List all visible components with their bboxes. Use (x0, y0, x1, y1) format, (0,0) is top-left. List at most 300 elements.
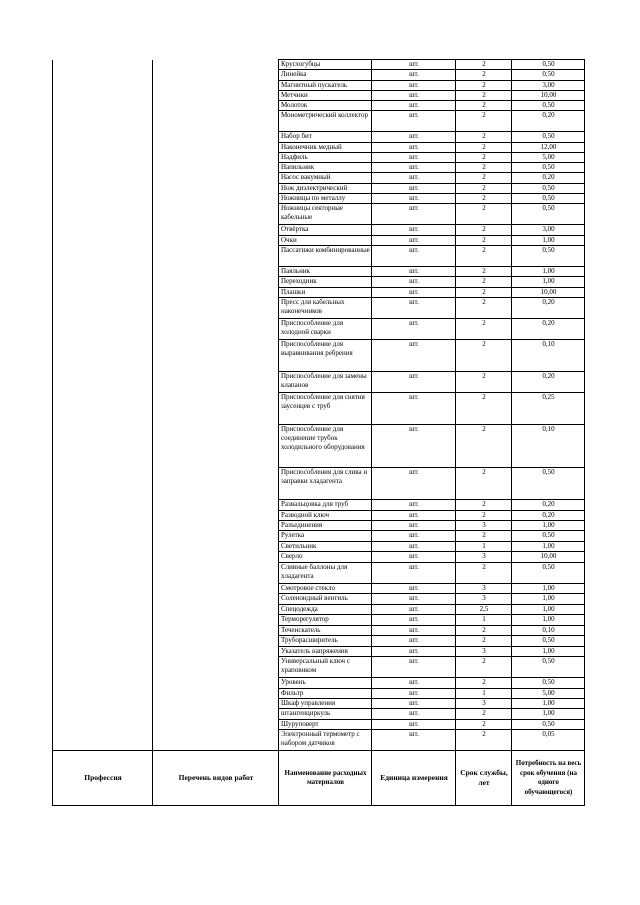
service-life-cell: 2 (456, 531, 512, 542)
service-life-cell: 2 (456, 91, 512, 101)
table-row (53, 647, 585, 657)
profession-cell (53, 636, 153, 647)
service-life-cell: 2 (456, 468, 512, 500)
unit-cell: шт. (372, 60, 456, 70)
work-types-cell (153, 267, 279, 277)
material-name-cell: Нож диэлектрический (279, 184, 372, 194)
table-row (53, 277, 585, 288)
material-name-cell: Разводной ключ (279, 511, 372, 521)
profession-cell (53, 372, 153, 393)
service-life-cell: 2 (456, 267, 512, 277)
need-cell: 0,50 (512, 563, 585, 584)
header-service-life: Срок службы, лет (456, 751, 512, 806)
header-work-types: Перечень видов работ (153, 751, 279, 806)
profession-cell (53, 678, 153, 689)
unit-cell: шт. (372, 709, 456, 720)
service-life-cell: 2 (456, 636, 512, 647)
profession-cell (53, 101, 153, 111)
unit-cell: шт. (372, 194, 456, 204)
material-name-cell: Труборасширитель (279, 636, 372, 647)
work-types-cell (153, 111, 279, 132)
service-life-cell: 2 (456, 173, 512, 184)
table-row (53, 184, 585, 194)
profession-cell (53, 647, 153, 657)
work-types-cell (153, 552, 279, 563)
unit-cell: шт. (372, 511, 456, 521)
work-types-cell (153, 319, 279, 340)
material-name-cell: Паяльник (279, 267, 372, 277)
service-life-cell: 2 (456, 246, 512, 267)
work-types-cell (153, 184, 279, 194)
table-row (53, 153, 585, 163)
need-cell: 0,20 (512, 500, 585, 511)
table-row (53, 319, 585, 340)
material-name-cell: Молоток (279, 101, 372, 111)
service-life-cell: 2 (456, 153, 512, 163)
material-name-cell: Универсальный ключ с храповиком (279, 657, 372, 678)
unit-cell: шт. (372, 689, 456, 699)
work-types-cell (153, 277, 279, 288)
unit-cell: шт. (372, 531, 456, 542)
work-types-cell (153, 132, 279, 143)
need-cell: 0,10 (512, 626, 585, 636)
service-life-cell: 2 (456, 60, 512, 70)
need-cell: 10,00 (512, 91, 585, 101)
need-cell: 0,25 (512, 393, 585, 425)
table-row (53, 626, 585, 636)
material-name-cell: Разъединения (279, 521, 372, 531)
need-cell: 3,00 (512, 225, 585, 236)
material-name-cell: Фильтр (279, 689, 372, 699)
table-row (53, 246, 585, 267)
table-row (53, 636, 585, 647)
work-types-cell (153, 468, 279, 500)
table-row (53, 288, 585, 298)
service-life-cell: 3 (456, 584, 512, 594)
profession-cell (53, 615, 153, 626)
table-row (53, 132, 585, 143)
table-row (53, 699, 585, 709)
service-life-cell: 1 (456, 542, 512, 552)
profession-cell (53, 91, 153, 101)
unit-cell: шт. (372, 173, 456, 184)
service-life-cell: 2 (456, 563, 512, 584)
need-cell: 0,10 (512, 340, 585, 372)
unit-cell: шт. (372, 101, 456, 111)
work-types-cell (153, 225, 279, 236)
profession-cell (53, 709, 153, 720)
work-types-cell (153, 678, 279, 689)
material-name-cell: Сливные баллоны для хладагента (279, 563, 372, 584)
work-types-cell (153, 246, 279, 267)
unit-cell: шт. (372, 319, 456, 340)
unit-cell: шт. (372, 521, 456, 531)
table-row (53, 584, 585, 594)
material-name-cell: Приспособление для снятия заусенцев с труб (279, 393, 372, 425)
service-life-cell: 2 (456, 81, 512, 91)
work-types-cell (153, 60, 279, 70)
unit-cell: шт. (372, 163, 456, 173)
unit-cell: шт. (372, 91, 456, 101)
material-name-cell: Переходник (279, 277, 372, 288)
profession-cell (53, 163, 153, 173)
work-types-cell (153, 298, 279, 319)
material-name-cell: Электронный термометр с набором датчиков (279, 730, 372, 751)
material-name-cell: Светильник (279, 542, 372, 552)
profession-cell (53, 173, 153, 184)
need-cell: 10,00 (512, 288, 585, 298)
material-name-cell: Наконечник медный (279, 143, 372, 153)
material-name-cell: Сверло (279, 552, 372, 563)
service-life-cell: 1 (456, 615, 512, 626)
work-types-cell (153, 500, 279, 511)
profession-cell (53, 552, 153, 563)
work-types-cell (153, 81, 279, 91)
profession-cell (53, 319, 153, 340)
material-name-cell: Напильник (279, 163, 372, 173)
work-types-cell (153, 163, 279, 173)
service-life-cell: 2 (456, 225, 512, 236)
work-types-cell (153, 594, 279, 605)
service-life-cell: 2 (456, 730, 512, 751)
unit-cell: шт. (372, 70, 456, 81)
material-name-cell: Ножницы по металлу (279, 194, 372, 204)
work-types-cell (153, 372, 279, 393)
profession-cell (53, 720, 153, 730)
table-row (53, 689, 585, 699)
table-row (53, 425, 585, 468)
material-name-cell: Надфиль (279, 153, 372, 163)
need-cell: 1,00 (512, 594, 585, 605)
profession-cell (53, 500, 153, 511)
work-types-cell (153, 70, 279, 81)
profession-cell (53, 699, 153, 709)
table-row (53, 236, 585, 246)
profession-cell (53, 267, 153, 277)
unit-cell: шт. (372, 236, 456, 246)
need-cell: 0,50 (512, 531, 585, 542)
table-row (53, 393, 585, 425)
unit-cell: шт. (372, 184, 456, 194)
service-life-cell: 3 (456, 594, 512, 605)
service-life-cell: 2 (456, 184, 512, 194)
material-name-cell: Приспособление для выравнивания ребрения (279, 340, 372, 372)
unit-cell: шт. (372, 699, 456, 709)
work-types-cell (153, 143, 279, 153)
work-types-cell (153, 153, 279, 163)
profession-cell (53, 340, 153, 372)
unit-cell: шт. (372, 81, 456, 91)
profession-cell (53, 70, 153, 81)
material-name-cell: Соленоидный вентиль (279, 594, 372, 605)
work-types-cell (153, 699, 279, 709)
table-row (53, 91, 585, 101)
profession-cell (53, 563, 153, 584)
service-life-cell: 2 (456, 143, 512, 153)
unit-cell: шт. (372, 720, 456, 730)
unit-cell: шт. (372, 204, 456, 225)
work-types-cell (153, 563, 279, 584)
unit-cell: шт. (372, 132, 456, 143)
service-life-cell: 2 (456, 720, 512, 730)
profession-cell (53, 626, 153, 636)
need-cell: 0,50 (512, 132, 585, 143)
need-cell: 0,50 (512, 657, 585, 678)
table-row (53, 70, 585, 81)
work-types-cell (153, 647, 279, 657)
service-life-cell: 2,5 (456, 605, 512, 615)
profession-cell (53, 277, 153, 288)
work-types-cell (153, 657, 279, 678)
table-row (53, 340, 585, 372)
need-cell: 1,00 (512, 699, 585, 709)
work-types-cell (153, 236, 279, 246)
service-life-cell: 2 (456, 393, 512, 425)
work-types-cell (153, 720, 279, 730)
work-types-cell (153, 542, 279, 552)
need-cell: 5,00 (512, 153, 585, 163)
need-cell: 1,00 (512, 605, 585, 615)
need-cell: 5,00 (512, 689, 585, 699)
profession-cell (53, 511, 153, 521)
service-life-cell: 2 (456, 678, 512, 689)
need-cell: 0,50 (512, 720, 585, 730)
need-cell: 0,20 (512, 511, 585, 521)
service-life-cell: 2 (456, 319, 512, 340)
table-row (53, 605, 585, 615)
need-cell: 1,00 (512, 709, 585, 720)
need-cell: 1,00 (512, 542, 585, 552)
unit-cell: шт. (372, 288, 456, 298)
need-cell: 0,50 (512, 636, 585, 647)
material-name-cell: Насос вакумный (279, 173, 372, 184)
profession-cell (53, 246, 153, 267)
table-row (53, 500, 585, 511)
service-life-cell: 2 (456, 101, 512, 111)
service-life-cell: 2 (456, 236, 512, 246)
profession-cell (53, 521, 153, 531)
service-life-cell: 2 (456, 204, 512, 225)
material-name-cell: Метчики (279, 91, 372, 101)
work-types-cell (153, 521, 279, 531)
profession-cell (53, 143, 153, 153)
profession-cell (53, 542, 153, 552)
material-name-cell: Уровень (279, 678, 372, 689)
profession-cell (53, 184, 153, 194)
unit-cell: шт. (372, 730, 456, 751)
work-types-cell (153, 730, 279, 751)
work-types-cell (153, 626, 279, 636)
material-name-cell: Пресс для кабельных наконечников (279, 298, 372, 319)
need-cell: 0,50 (512, 678, 585, 689)
work-types-cell (153, 584, 279, 594)
table-row (53, 531, 585, 542)
material-name-cell: Рулетка (279, 531, 372, 542)
profession-cell (53, 111, 153, 132)
need-cell: 0,50 (512, 101, 585, 111)
material-name-cell: Развальцовка для труб (279, 500, 372, 511)
service-life-cell: 1 (456, 689, 512, 699)
unit-cell: шт. (372, 246, 456, 267)
work-types-cell (153, 173, 279, 184)
profession-cell (53, 730, 153, 751)
work-types-cell (153, 91, 279, 101)
header-unit: Единица измерения (372, 751, 456, 806)
profession-cell (53, 194, 153, 204)
need-cell: 12,00 (512, 143, 585, 153)
material-name-cell: Шуруповерт (279, 720, 372, 730)
service-life-cell: 3 (456, 647, 512, 657)
need-cell: 0,20 (512, 111, 585, 132)
work-types-cell (153, 393, 279, 425)
profession-cell (53, 425, 153, 468)
service-life-cell: 2 (456, 657, 512, 678)
work-types-cell (153, 709, 279, 720)
unit-cell: шт. (372, 277, 456, 288)
need-cell: 0,50 (512, 70, 585, 81)
need-cell: 3,00 (512, 81, 585, 91)
need-cell: 0,50 (512, 468, 585, 500)
header-profession: Профессия (53, 751, 153, 806)
material-name-cell: Приспособление для замены клапанов (279, 372, 372, 393)
profession-cell (53, 605, 153, 615)
need-cell: 0,50 (512, 184, 585, 194)
table-body (53, 60, 585, 751)
table-row (53, 615, 585, 626)
profession-cell (53, 288, 153, 298)
material-name-cell: Линейка (279, 70, 372, 81)
work-types-cell (153, 340, 279, 372)
work-types-cell (153, 511, 279, 521)
material-name-cell: Течеискатель (279, 626, 372, 636)
unit-cell: шт. (372, 584, 456, 594)
profession-cell (53, 225, 153, 236)
table-row (53, 657, 585, 678)
need-cell: 0,20 (512, 319, 585, 340)
work-types-cell (153, 204, 279, 225)
profession-cell (53, 393, 153, 425)
table-row (53, 468, 585, 500)
need-cell: 1,00 (512, 615, 585, 626)
need-cell: 1,00 (512, 267, 585, 277)
table-row (53, 267, 585, 277)
profession-cell (53, 594, 153, 605)
service-life-cell: 2 (456, 298, 512, 319)
table-header-row (53, 751, 585, 806)
unit-cell: шт. (372, 605, 456, 615)
service-life-cell: 2 (456, 626, 512, 636)
material-name-cell: Приспособление для холодной сварки (279, 319, 372, 340)
unit-cell: шт. (372, 425, 456, 468)
work-types-cell (153, 636, 279, 647)
table-row (53, 81, 585, 91)
material-name-cell: Очки (279, 236, 372, 246)
need-cell: 1,00 (512, 277, 585, 288)
table-row (53, 709, 585, 720)
header-materials: Наименование расходных материалов (279, 751, 372, 806)
material-name-cell: Спецодежда (279, 605, 372, 615)
work-types-cell (153, 194, 279, 204)
need-cell: 1,00 (512, 584, 585, 594)
service-life-cell: 2 (456, 194, 512, 204)
service-life-cell: 2 (456, 340, 512, 372)
work-types-cell (153, 425, 279, 468)
service-life-cell: 2 (456, 132, 512, 143)
material-name-cell: Пассатижи комбинированные (279, 246, 372, 267)
unit-cell: шт. (372, 298, 456, 319)
table-row (53, 101, 585, 111)
material-name-cell: Терморегулятор (279, 615, 372, 626)
table-row (53, 298, 585, 319)
need-cell: 10,00 (512, 552, 585, 563)
table-row (53, 678, 585, 689)
material-name-cell: Набор бит (279, 132, 372, 143)
table-row (53, 225, 585, 236)
work-types-cell (153, 288, 279, 298)
table-row (53, 194, 585, 204)
material-name-cell: Отвёртка (279, 225, 372, 236)
table-row (53, 204, 585, 225)
table-row (53, 730, 585, 751)
material-name-cell: Приспособление для соединение трубок холодильного оборудования (279, 425, 372, 468)
need-cell: 1,00 (512, 521, 585, 531)
need-cell: 0,20 (512, 173, 585, 184)
profession-cell (53, 468, 153, 500)
service-life-cell: 2 (456, 511, 512, 521)
unit-cell: шт. (372, 153, 456, 163)
need-cell: 0,50 (512, 163, 585, 173)
unit-cell: шт. (372, 647, 456, 657)
service-life-cell: 3 (456, 699, 512, 709)
table-row (53, 163, 585, 173)
profession-cell (53, 204, 153, 225)
profession-cell (53, 60, 153, 70)
material-name-cell: Магнитный пускатель (279, 81, 372, 91)
table-row (53, 372, 585, 393)
material-name-cell: Плашки (279, 288, 372, 298)
service-life-cell: 2 (456, 111, 512, 132)
need-cell: 0,20 (512, 372, 585, 393)
unit-cell: шт. (372, 626, 456, 636)
work-types-cell (153, 101, 279, 111)
table-row (53, 111, 585, 132)
need-cell: 0,50 (512, 60, 585, 70)
need-cell: 0,50 (512, 204, 585, 225)
service-life-cell: 2 (456, 288, 512, 298)
table-row (53, 594, 585, 605)
need-cell: 0,50 (512, 194, 585, 204)
material-name-cell: Монометрический коллектор (279, 111, 372, 132)
table-row (53, 60, 585, 70)
unit-cell: шт. (372, 552, 456, 563)
work-types-cell (153, 531, 279, 542)
profession-cell (53, 81, 153, 91)
unit-cell: шт. (372, 563, 456, 584)
header-need: Потребность на весь срок обучения (на одного обучающегося) (512, 751, 585, 806)
materials-table (52, 59, 585, 806)
unit-cell: шт. (372, 594, 456, 605)
table-row (53, 720, 585, 730)
table-row (53, 542, 585, 552)
material-name-cell: Круглогубцы (279, 60, 372, 70)
unit-cell: шт. (372, 267, 456, 277)
unit-cell: шт. (372, 615, 456, 626)
material-name-cell: Приспособления для слива и заправки хладагента (279, 468, 372, 500)
unit-cell: шт. (372, 143, 456, 153)
work-types-cell (153, 605, 279, 615)
profession-cell (53, 132, 153, 143)
profession-cell (53, 153, 153, 163)
